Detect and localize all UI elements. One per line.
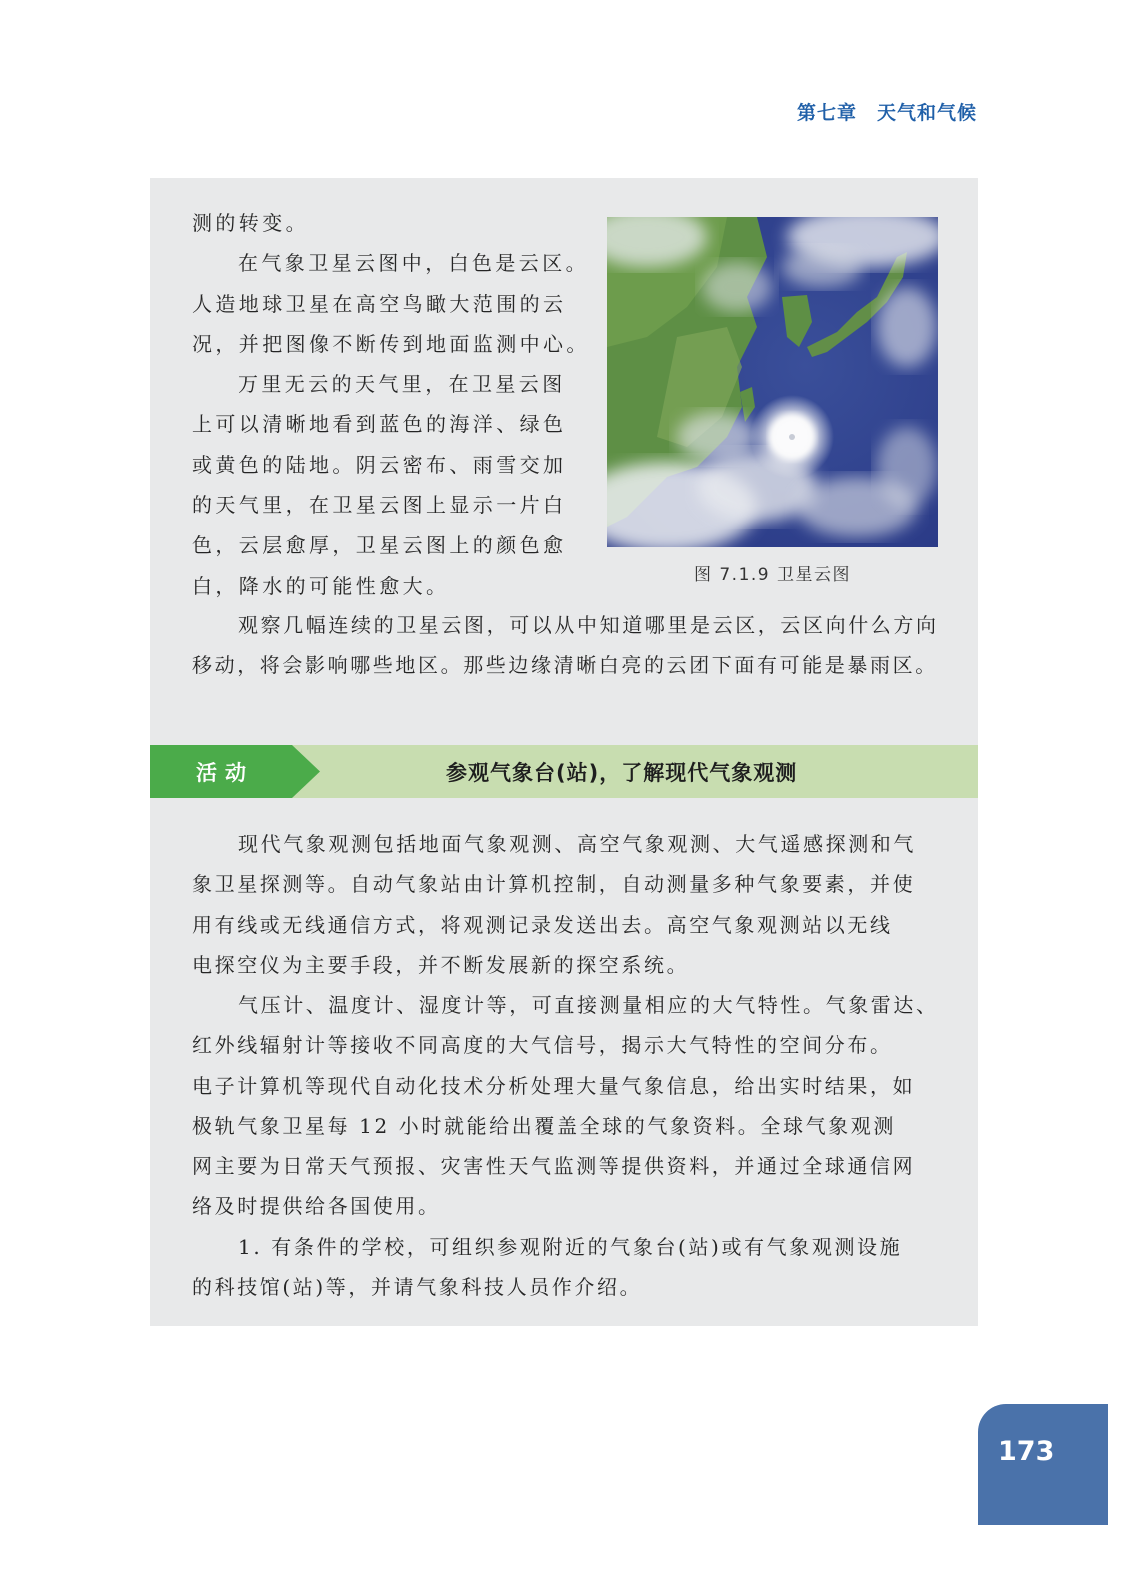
activity-tag-label: 活动 — [196, 761, 254, 785]
page-number-tab — [978, 1404, 1108, 1525]
text-line: 况，并把图像不断传到地面监测中心。 — [192, 331, 590, 356]
text-line: 上可以清晰地看到蓝色的海洋、绿色 — [192, 412, 567, 437]
page-number: 173 — [998, 1436, 1055, 1467]
text-line: 在气象卫星云图中，白色是云区。 — [238, 251, 589, 276]
chapter-header — [797, 98, 977, 125]
text-line: 万里无云的天气里，在卫星云图 — [238, 372, 566, 397]
text-line: 络及时提供给各国使用。 — [192, 1194, 441, 1219]
text-line: 网主要为日常天气预报、灾害性天气监测等提供资料，并通过全球通信网 — [192, 1154, 916, 1179]
text-line: 电探空仪为主要手段，并不断发展新的探空系统。 — [192, 952, 690, 977]
text-line: 移动，将会影响哪些地区。那些边缘清晰白亮的云团下面有可能是暴雨区。 — [192, 653, 938, 678]
text-line: 的天气里，在卫星云图上显示一片白 — [192, 493, 567, 518]
satellite-cloud-image — [607, 217, 938, 547]
text-line: 色，云层愈厚，卫星云图上的颜色愈 — [192, 533, 567, 558]
text-line: 白，降水的可能性愈大。 — [192, 573, 450, 598]
text-line: 或黄色的陆地。阴云密布、雨雪交加 — [192, 452, 567, 477]
text-line: 用有线或无线通信方式，将观测记录发送出去。高空气象观测站以无线 — [192, 912, 893, 937]
observe-text — [192, 605, 939, 686]
text-line: 观察几幅连续的卫星云图，可以从中知道哪里是云区，云区向什么方向 — [238, 613, 939, 637]
activity-title: 参观气象台(站)，了解现代气象观测 — [446, 761, 798, 785]
text-line: 象卫星探测等。自动气象站由计算机控制，自动测量多种气象要素，并使 — [192, 872, 916, 897]
body-paragraph-1 — [192, 824, 916, 985]
chapter-number: 第七章 — [796, 102, 857, 124]
activity-banner — [150, 745, 978, 798]
figure-caption: 图 7.1.9 卫星云图 — [693, 565, 852, 585]
chapter-title: 天气和气候 — [876, 102, 977, 124]
text-line: 1. 有条件的学校，可组织参观附近的气象台(站)或有气象观测设施 — [238, 1235, 903, 1259]
text-line: 测的转变。 — [192, 211, 309, 235]
body-paragraph-3 — [192, 1227, 902, 1308]
text-line: 电子计算机等现代自动化技术分析处理大量气象信息，给出实时结果，如 — [192, 1073, 916, 1098]
text-line: 人造地球卫星在高空鸟瞰大范围的云 — [192, 291, 567, 316]
text-line: 极轨气象卫星每 12 小时就能给出覆盖全球的气象资料。全球气象观测 — [192, 1113, 896, 1138]
text-line: 的科技馆(站)等，并请气象科技人员作介绍。 — [192, 1275, 643, 1300]
text-line: 气压计、温度计、湿度计等，可直接测量相应的大气特性。气象雷达、 — [238, 993, 939, 1017]
text-line: 现代气象观测包括地面气象观测、高空气象观测、大气遥感探测和气 — [238, 832, 916, 856]
intro-text — [192, 203, 590, 606]
body-paragraph-2 — [192, 985, 939, 1227]
text-line: 红外线辐射计等接收不同高度的大气信号，揭示大气特性的空间分布。 — [192, 1033, 893, 1058]
